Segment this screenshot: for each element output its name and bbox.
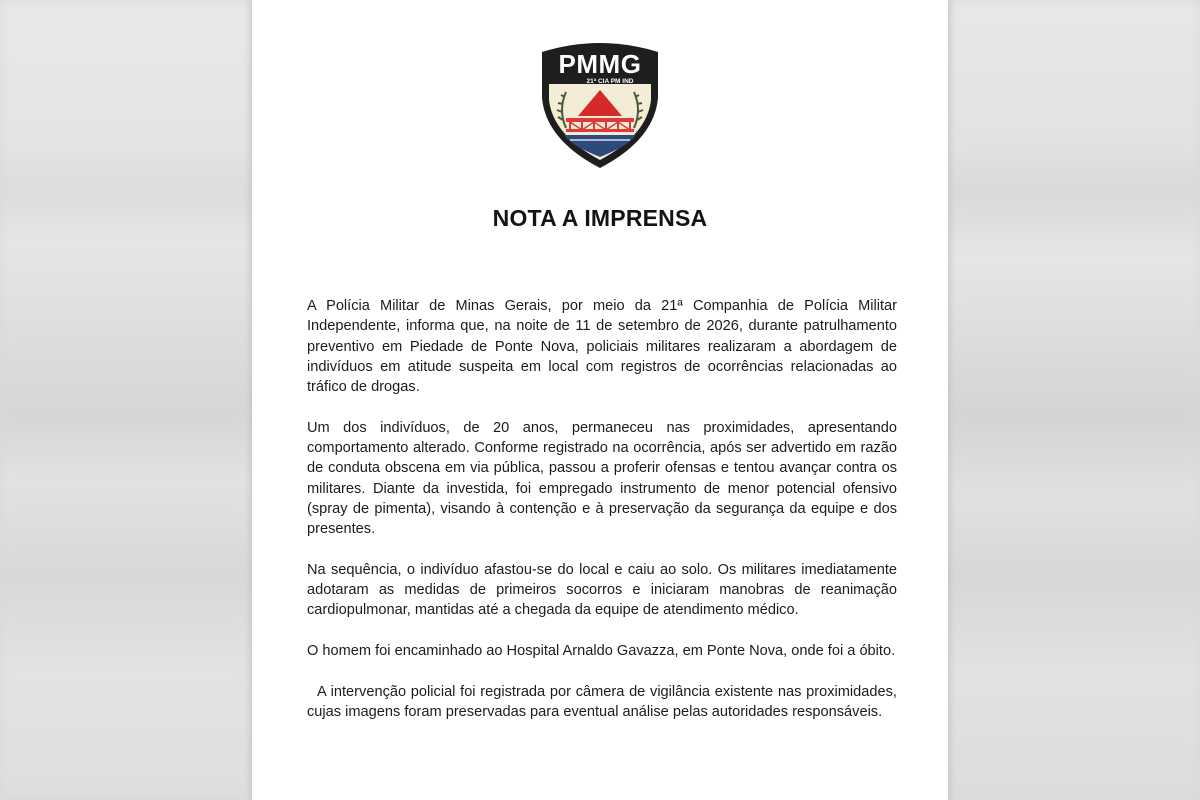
press-note-page: [252, 0, 948, 800]
paragraph: O homem foi encaminhado ao Hospital Arnaldo Gavazza, em Ponte Nova, onde foi a óbito.: [307, 643, 896, 660]
pmmg-shield-logo: [536, 40, 664, 170]
paragraph: A Polícia Militar de Minas Gerais, por meio da 21ª Companhia de Polícia Militar Independente, informa que, na noite de 11 de setembro de 2026, durante patrulhamento preventivo em Piedade de Ponte Nova, policiais militares realizaram a abordagem de indivíduos em atitude suspeita em local com registros de ocorrências relacionadas ao tráfico de drogas.: [307, 298, 897, 396]
paragraph: A intervenção policial foi registrada por câmera de vigilância existente nas proximidades, cujas imagens foram preservadas para eventual análise pelas autoridades responsáveis.: [307, 683, 897, 720]
logo-text: PMMG: [558, 49, 642, 79]
paragraph: Na sequência, o indivíduo afastou-se do local e caiu ao solo. Os militares imediatamente adotaram as medidas de primeiros socorros e iniciaram manobras de reanimação cardiopulmonar, mantidas até a chegada da equipe de atendimento médico.: [307, 561, 897, 619]
page-title: NOTA A IMPRENSA: [492, 205, 708, 231]
logo-subtext: 21ª CIA PM IND: [586, 78, 634, 85]
blurred-background-right: [948, 0, 1200, 800]
paragraph: Um dos indivíduos, de 20 anos, permaneceu nas proximidades, apresentando comportamento alterado. Conforme registrado na ocorrência, após ser advertido em razão de conduta obscena em via pública, passou a proferir ofensas e tentou avançar contra os militares. Diante da investida, foi empregado instrumento de menor potencial ofensivo (spray de pimenta), visando à contenção e à preservação da segurança da equipe e dos presentes.: [307, 419, 897, 538]
press-note-body: [307, 296, 897, 722]
blurred-background-left: [0, 0, 252, 800]
